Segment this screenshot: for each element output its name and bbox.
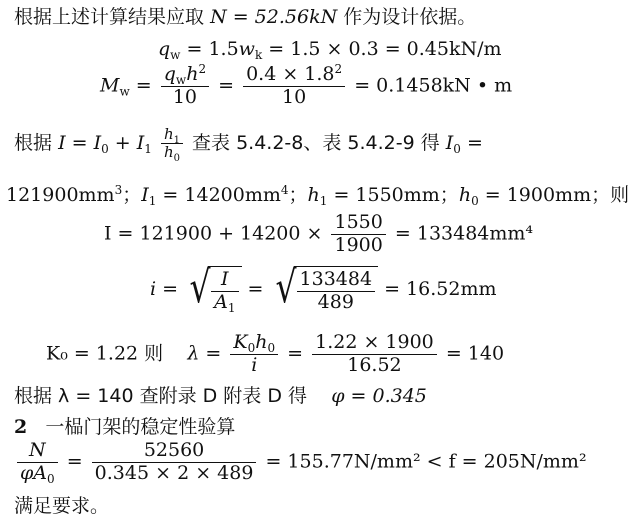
line-5: $121900mm^3$；$I_1 = 14200mm^4$；$h_1 = 1550mm$；$h_0 = 1900mm$；则 xyxy=(6,183,629,208)
line-1-equation: N = 52.56kN xyxy=(210,6,338,28)
line-2-qw: $q_w = 1.5w_k = 1.5 \times 0.3 = 0.45kN/m$ xyxy=(158,38,502,62)
line-9: 根据 λ = 140 查附录 D 附表 D 得 φ = 0.345 xyxy=(14,385,427,407)
line-3-result: = 0.1458kN • m xyxy=(354,74,513,97)
line-8: K₀ = 1.22 则 λ = $\frac{K_0h_0}{i}$ = $\frac{1.22 \times 1900}{16.52}$ = 140 xyxy=(46,331,505,376)
line-8-frac-2: $\frac{1.22 \times 1900}{16.52}$ xyxy=(312,332,437,377)
line-7-sqrt-1: √ $\frac{I}{A_1}$ xyxy=(186,266,241,314)
line-3-mw: $M_w$ = $\frac{q_wh^2}{10}$ = $\frac{0.4 \times 1.8^2}{10}$ = 0.1458kN • m xyxy=(100,62,513,108)
line-6-result: = 133484mm⁴ xyxy=(394,222,534,245)
line-3-frac-2: $\frac{0.4 \times 1.8^2}{10}$ xyxy=(243,64,345,109)
line-4-frac: $\frac{h_1}{h_0}$ xyxy=(161,126,183,162)
line-7: i = √ $\frac{I}{A_1}$ = √ $\frac{133484}{489}$ = 16.52mm xyxy=(150,262,497,315)
section-heading-2: 2 一榀门架的稳定性验算 xyxy=(14,416,236,438)
line-11: $\frac{N}{\varphi A_0}$ = $\frac{52560}{0.345 \times 2 \times 489}$ = 155.77N/mm² < f = 205N/mm² xyxy=(14,440,587,485)
line-6: I = 121900 + 14200 × $\frac{1550}{1900}$ = 133484mm⁴ xyxy=(104,211,534,256)
line-11-frac-2: $\frac{52560}{0.345 \times 2 \times 489}$ xyxy=(92,440,257,485)
line-3-frac-1: $\frac{q_wh^2}{10}$ xyxy=(161,64,209,109)
line-8-frac-1: $\frac{K_0h_0}{i}$ xyxy=(230,332,278,377)
conclusion: 满足要求。 xyxy=(14,495,110,517)
line-7-result: = 16.52mm xyxy=(384,277,497,300)
line-11-result: = 155.77N/mm² < f = 205N/mm² xyxy=(265,450,587,473)
line-4-table-ref: 查表 5.4.2-8、表 5.4.2-9 得 xyxy=(192,131,440,154)
line-4: 根据 $I = I_0 + I_1$ $\frac{h_1}{h_0}$ 查表 5.4.2-8、表 5.4.2-9 得 $I_0$ = xyxy=(14,125,483,165)
line-1-suffix: 作为设计依据。 xyxy=(343,6,477,28)
line-1 xyxy=(14,8,476,27)
line-11-frac-1: $\frac{N}{\varphi A_0}$ xyxy=(17,440,58,485)
line-6-frac: $\frac{1550}{1900}$ xyxy=(331,212,385,257)
line-7-sqrt-2: √ $\frac{133484}{489}$ xyxy=(272,266,379,314)
line-1-prefix: 根据上述计算结果应取 xyxy=(14,6,205,28)
line-2-rest: = 1.5 × 0.3 = 0.45kN/m xyxy=(268,38,502,60)
